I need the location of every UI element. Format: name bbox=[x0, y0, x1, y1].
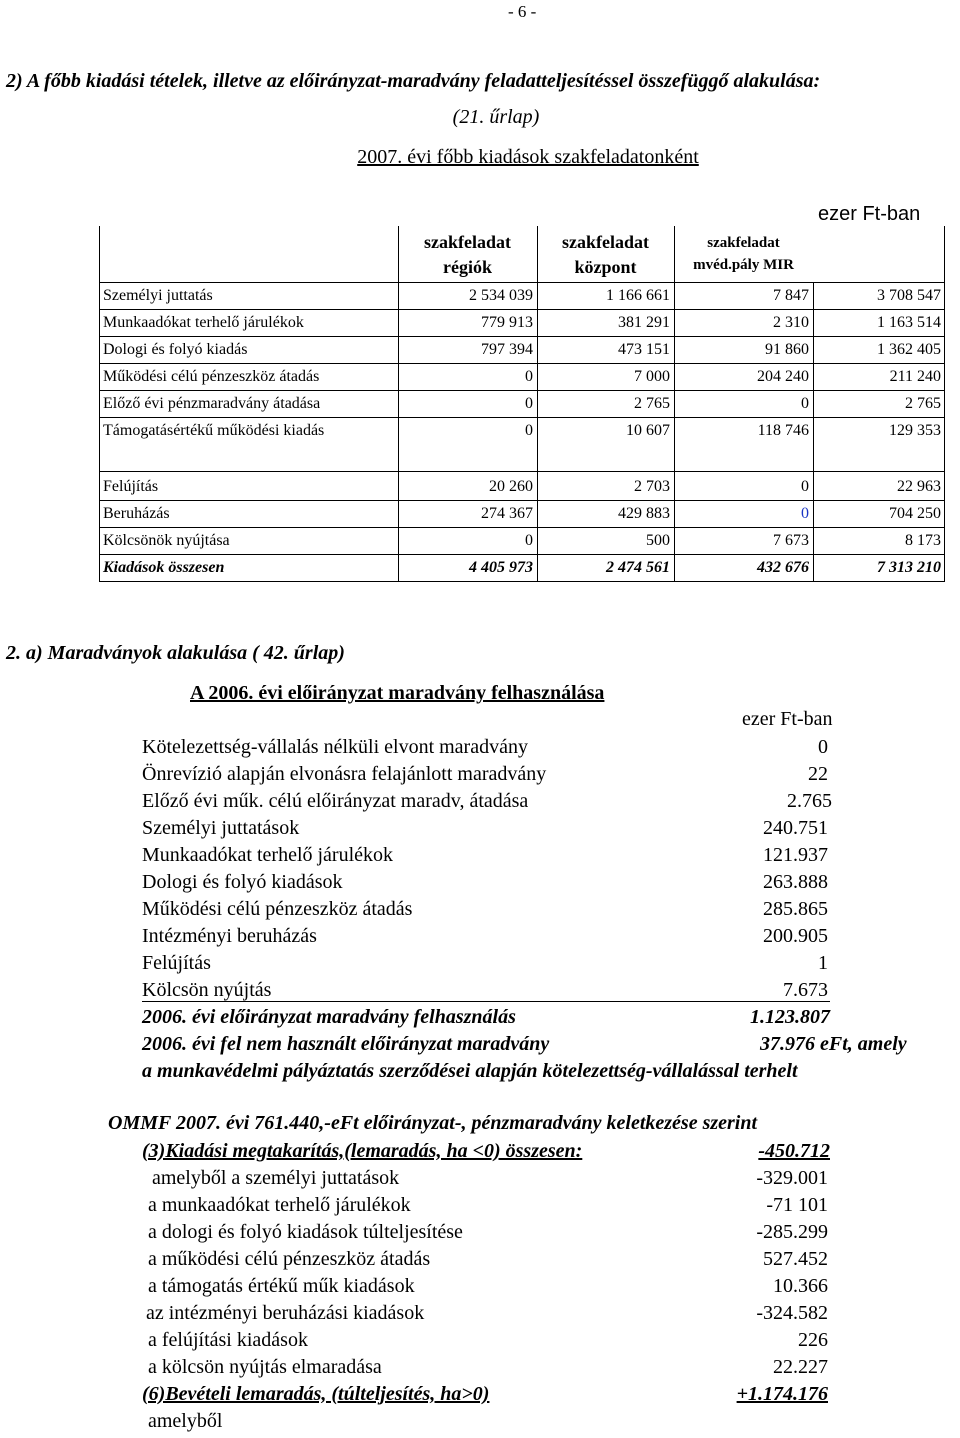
cell-center: 473 151 bbox=[618, 341, 670, 358]
list-item-value: 10.366 bbox=[773, 1275, 828, 1297]
row-label: Felújítás bbox=[103, 478, 159, 495]
cell-mir: 0 bbox=[801, 478, 809, 495]
cell-regions: 0 bbox=[525, 532, 533, 549]
cell-regions: 797 394 bbox=[481, 341, 533, 358]
list-item-value: 240.751 bbox=[763, 817, 828, 839]
table-row bbox=[99, 282, 945, 309]
list-item-value: 200.905 bbox=[763, 925, 828, 947]
table-row bbox=[99, 417, 945, 471]
cell-regions: 0 bbox=[525, 422, 533, 439]
col-header-center: szakfeladat központ bbox=[562, 232, 649, 277]
list-item-value: -329.001 bbox=[756, 1167, 828, 1189]
list-item-label: Működési célú pénzeszköz átadás bbox=[142, 898, 413, 920]
savings-label: (3)Kiadási megtakarítás,(lemaradás, ha <0) összesen: bbox=[142, 1140, 583, 1162]
list-item-label: a dologi és folyó kiadások túlteljesítése bbox=[148, 1221, 463, 1243]
row-label: Előző évi pénzmaradvány átadása bbox=[103, 395, 321, 412]
cell-mir: 91 860 bbox=[765, 341, 809, 358]
cell-mir: 2 310 bbox=[773, 314, 809, 331]
cell-mir: 7 847 bbox=[773, 287, 809, 304]
list-item-value: -71 101 bbox=[766, 1194, 828, 1216]
savings-value: -450.712 bbox=[758, 1140, 830, 1162]
cell-mir: 0 bbox=[801, 505, 809, 522]
list-item-value: 2.765 bbox=[787, 790, 832, 812]
cell-total: 2 765 bbox=[905, 395, 941, 412]
cell-mir: 118 746 bbox=[757, 422, 809, 439]
cell-center: 2 474 561 bbox=[606, 559, 670, 576]
list-item-label: a munkaadókat terhelő járulékok bbox=[148, 1194, 411, 1216]
list-item-label: Intézményi beruházás bbox=[142, 925, 317, 947]
list-item-label: Kötelezettség-vállalás nélküli elvont maradvány bbox=[142, 736, 528, 758]
cell-regions: 274 367 bbox=[481, 505, 533, 522]
cell-total: 211 240 bbox=[889, 368, 941, 385]
cell-mir: 204 240 bbox=[757, 368, 809, 385]
cell-regions: 2 534 039 bbox=[469, 287, 533, 304]
row-label: Dologi és folyó kiadás bbox=[103, 341, 248, 358]
cell-total: 1 163 514 bbox=[877, 314, 941, 331]
section2-title: 2. a) Maradványok alakulása ( 42. űrlap) bbox=[6, 642, 345, 664]
cell-center: 1 166 661 bbox=[606, 287, 670, 304]
unused-note: a munkavédelmi pályáztatás szerződései alapján kötelezettség-vállalással terhelt bbox=[142, 1060, 798, 1082]
remainder-total-label: 2006. évi előirányzat maradvány felhasználás bbox=[142, 1006, 516, 1028]
list-item-value: 226 bbox=[798, 1329, 828, 1351]
row-label: Kölcsönök nyújtása bbox=[103, 532, 230, 549]
list-item-value: 527.452 bbox=[763, 1248, 828, 1270]
cell-center: 10 607 bbox=[626, 422, 670, 439]
row-label: Beruházás bbox=[103, 505, 170, 522]
list-item-label: Személyi juttatások bbox=[142, 817, 300, 839]
list-item-label: Előző évi műk. célú előirányzat maradv, átadása bbox=[142, 790, 529, 812]
list-item-value: 22.227 bbox=[773, 1356, 828, 1378]
cell-regions: 0 bbox=[525, 368, 533, 385]
unused-value: 37.976 eFt, amely bbox=[760, 1033, 907, 1055]
table-row bbox=[99, 363, 945, 390]
table-header bbox=[99, 226, 945, 282]
row-label: Munkaadókat terhelő járulékok bbox=[103, 314, 304, 331]
cell-center: 381 291 bbox=[618, 314, 670, 331]
list-item-value: 285.865 bbox=[763, 898, 828, 920]
row-label: Személyi juttatás bbox=[103, 287, 213, 304]
cell-total: 704 250 bbox=[889, 505, 941, 522]
cell-center: 2 765 bbox=[634, 395, 670, 412]
last-line: amelyből bbox=[148, 1410, 223, 1432]
list-item-label: Dologi és folyó kiadások bbox=[142, 871, 343, 893]
list-item-label: a kölcsön nyújtás elmaradása bbox=[148, 1356, 382, 1378]
row-label: Támogatásértékű működési kiadás bbox=[103, 422, 325, 439]
cell-regions: 4 405 973 bbox=[469, 559, 533, 576]
page-number: - 6 - bbox=[508, 2, 537, 21]
cell-total: 7 313 210 bbox=[877, 559, 941, 576]
cell-total: 8 173 bbox=[905, 532, 941, 549]
list-item-value: 263.888 bbox=[763, 871, 828, 893]
section2-unit: ezer Ft-ban bbox=[742, 708, 833, 730]
cell-center: 500 bbox=[646, 532, 670, 549]
col-header-mir: szakfeladat mvéd.pály MIR bbox=[693, 235, 794, 273]
table-row bbox=[99, 500, 945, 527]
col-header-regions: szakfeladat régiók bbox=[424, 232, 511, 277]
list-item-value: 7.673 bbox=[783, 979, 828, 1001]
ommf-line: OMMF 2007. évi 761.440,-eFt előirányzat-, pénzmaradvány keletkezése szerint bbox=[108, 1112, 758, 1134]
cell-center: 2 703 bbox=[634, 478, 670, 495]
revenue-label: (6)Bevételi lemaradás, (túlteljesítés, ha>0) bbox=[142, 1383, 490, 1405]
table-row bbox=[99, 390, 945, 417]
table-row bbox=[99, 473, 945, 500]
cell-regions: 779 913 bbox=[481, 314, 533, 331]
list-item-label: Felújítás bbox=[142, 952, 211, 974]
list-item-value: 121.937 bbox=[763, 844, 828, 866]
cell-mir: 0 bbox=[801, 395, 809, 412]
table-row bbox=[99, 336, 945, 363]
list-item-label: a támogatás értékű műk kiadások bbox=[148, 1275, 415, 1297]
list-item-label: a felújítási kiadások bbox=[148, 1329, 308, 1351]
sum-divider bbox=[142, 1001, 830, 1002]
cell-regions: 0 bbox=[525, 395, 533, 412]
cell-total: 22 963 bbox=[897, 478, 941, 495]
list-item-label: az intézményi beruházási kiadások bbox=[146, 1302, 425, 1324]
list-item-label: Munkaadókat terhelő járulékok bbox=[142, 844, 394, 866]
list-item-value: -324.582 bbox=[756, 1302, 828, 1324]
revenue-value: +1.174.176 bbox=[736, 1383, 828, 1405]
list-item-label: amelyből a személyi juttatások bbox=[152, 1167, 400, 1189]
row-label: Működési célú pénzeszköz átadás bbox=[103, 368, 320, 385]
table-unit: ezer Ft-ban bbox=[818, 203, 921, 225]
cell-mir: 432 676 bbox=[757, 559, 809, 576]
cell-total: 3 708 547 bbox=[877, 287, 941, 304]
cell-mir: 7 673 bbox=[773, 532, 809, 549]
cell-total: 129 353 bbox=[889, 422, 941, 439]
table-row bbox=[99, 527, 945, 554]
list-item-label: a működési célú pénzeszköz átadás bbox=[148, 1248, 431, 1270]
list-item-value: 22 bbox=[808, 763, 828, 785]
table-row bbox=[99, 309, 945, 336]
cell-regions: 20 260 bbox=[489, 478, 533, 495]
list-item-label: Önrevízió alapján elvonásra felajánlott maradvány bbox=[142, 763, 547, 785]
table-total-row bbox=[99, 554, 945, 581]
list-item-value: -285.299 bbox=[756, 1221, 828, 1243]
row-label: Kiadások összesen bbox=[103, 559, 225, 576]
list-item-value: 1 bbox=[818, 952, 828, 974]
unused-label: 2006. évi fel nem használt előirányzat maradvány bbox=[142, 1033, 550, 1055]
table-title: 2007. évi főbb kiadások szakfeladatonként bbox=[357, 146, 699, 168]
remainder-total-value: 1.123.807 bbox=[750, 1006, 830, 1028]
list-item-value: 0 bbox=[818, 736, 828, 758]
list-item-label: Kölcsön nyújtás bbox=[142, 979, 272, 1001]
cell-center: 7 000 bbox=[634, 368, 670, 385]
section2-subtitle: A 2006. évi előirányzat maradvány felhasználása bbox=[190, 682, 605, 704]
cell-center: 429 883 bbox=[618, 505, 670, 522]
form-reference: (21. űrlap) bbox=[452, 106, 540, 128]
cell-total: 1 362 405 bbox=[877, 341, 941, 358]
section-title: 2) A főbb kiadási tételek, illetve az előirányzat-maradvány feladatteljesítéssel összefüggő alakulása: bbox=[6, 70, 821, 92]
